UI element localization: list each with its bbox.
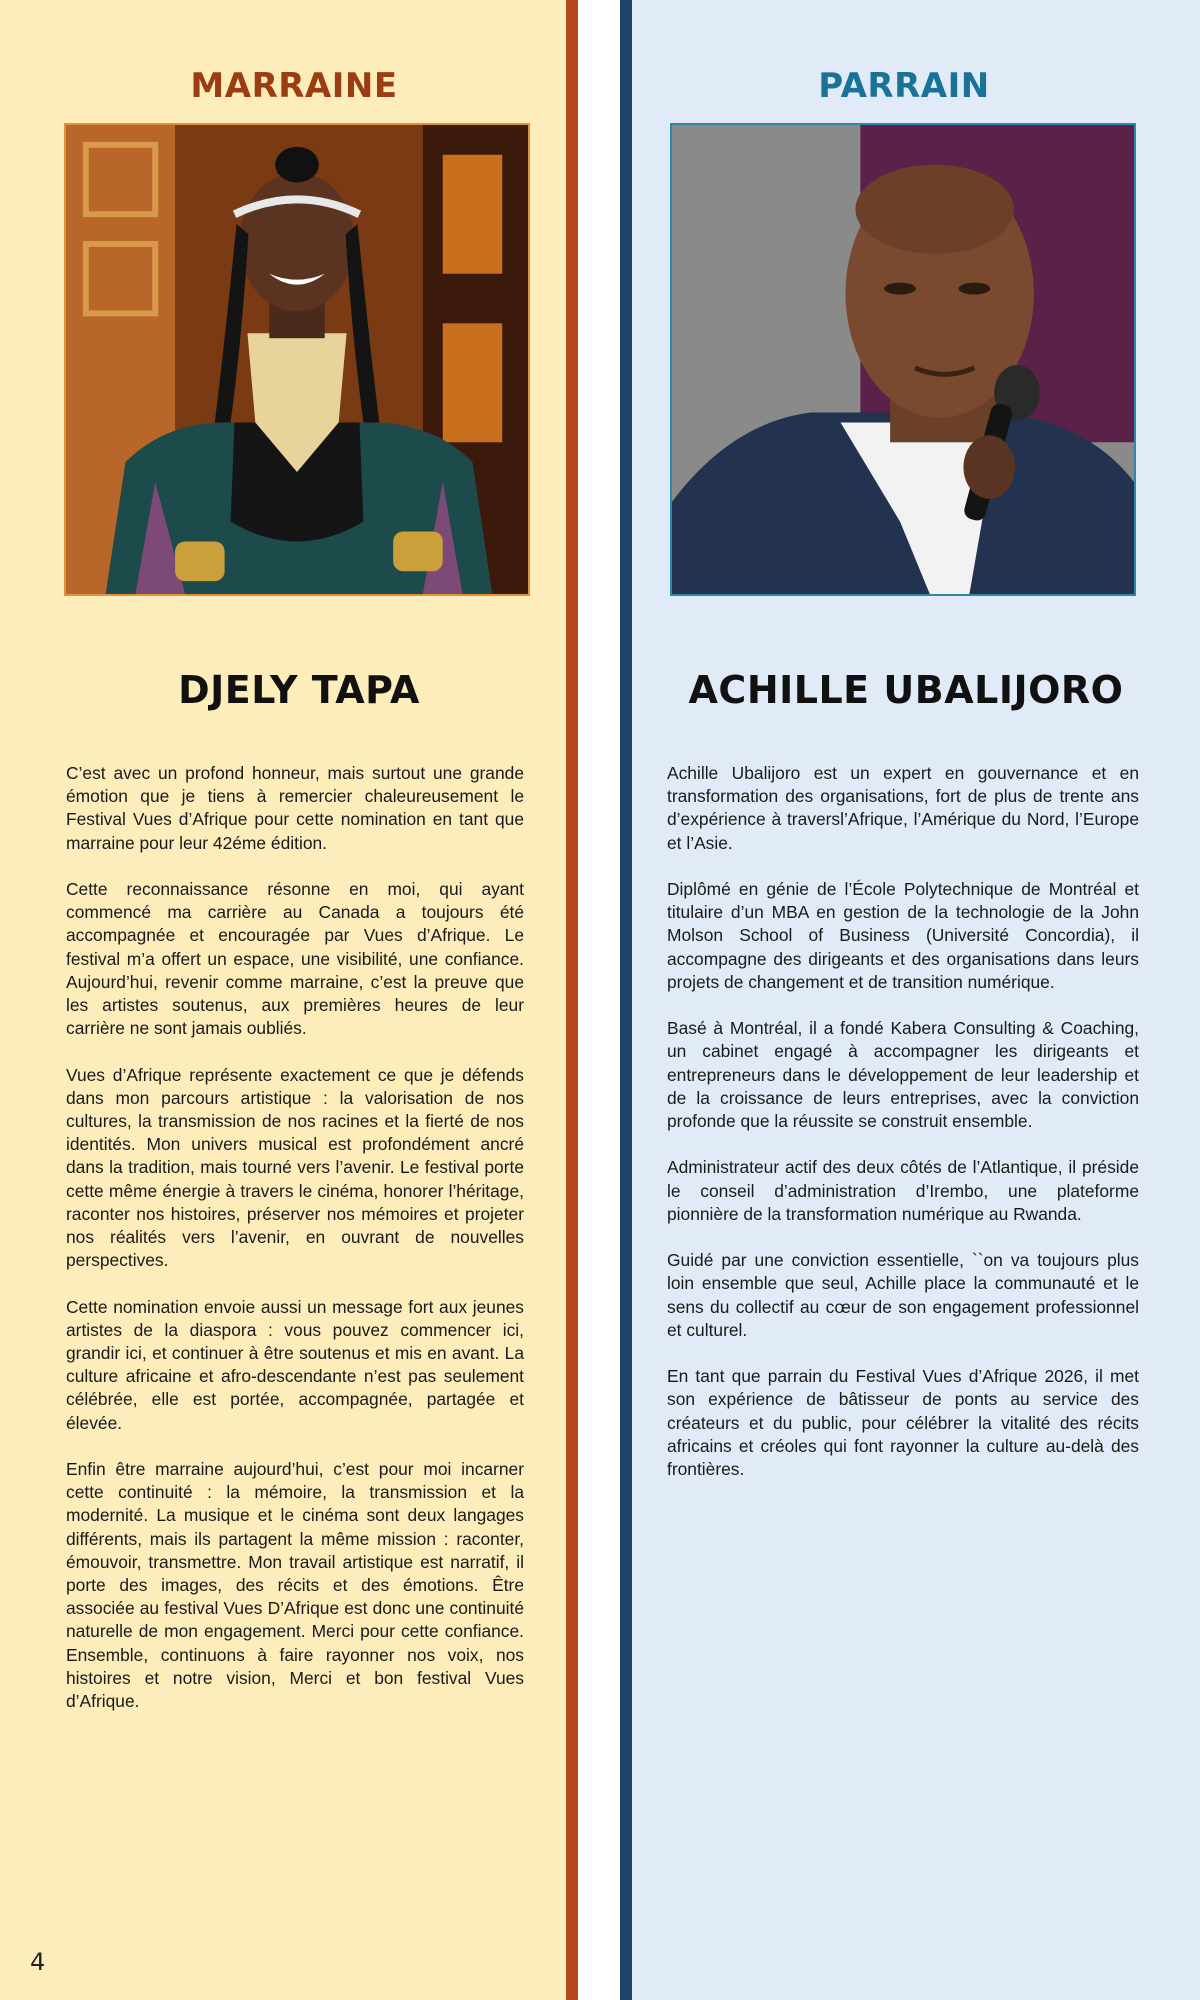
marraine-paragraph: Enfin être marraine aujourd’hui, c’est pour moi incarner cette continuité : la mémoire, la transmission et la modernité. La musique et le cinéma sont deux langages différents, mais ils partagent la même mission : raconter, émouvoir, transmettre. Mon travail artistique est narratif, il porte des images, des récits et des émotions. Être associée au festival Vues D’Afrique est donc une continuité naturelle de mon engagement. Merci pour cette confiance. Ensemble, continuons à faire rayonner nos voix, nos histoires et notre vision, Merci et bon festival Vues d’Afrique. <box>66 1459 524 1712</box>
marraine-paragraph: Vues d’Afrique représente exactement ce que je défends dans mon parcours artistique : la valorisation de nos cultures, la transmission de nos racines et la fierté de nos identités. Mon univers musical est profondément ancré dans la tradition, mais tourné vers l’avenir. Le festival porte cette même énergie à travers le cinéma, honorer l’héritage, raconter nos histoires, préserver nos mémoires et projeter nos réalités vers l’avenir, en ouvrant de nouvelles perspectives. <box>66 1064 524 1271</box>
marraine-paragraph: Cette reconnaissance résonne en moi, qui ayant commencé ma carrière au Canada a toujours été accompagnée et encouragée par Vues d’Afrique. Le festival m’a offert un espace, une visibilité, une confiance. Aujourd’hui, revenir comme marraine, c’est la preuve que les artistes soutenus, aux premières heures de leur carrière ne sont jamais oubliés. <box>66 879 524 1039</box>
parrain-paragraph: Administrateur actif des deux côtés de l’Atlantique, il préside le conseil d’administration d’Irembo, une plateforme pionnière de la transformation numérique au Rwanda. <box>667 1157 1139 1224</box>
parrain-heading: PARRAIN <box>818 66 990 106</box>
orange-divider-bar <box>566 0 578 2000</box>
parrain-bio <box>667 762 1139 1504</box>
marraine-bio <box>66 762 524 1736</box>
marraine-paragraph: C’est avec un profond honneur, mais surtout une grande émotion que je tiens à remercier chaleureusement le Festival Vues d’Afrique pour cette nomination en tant que marraine pour leur 42éme édition. <box>66 763 524 853</box>
parrain-paragraph: Guidé par une conviction essentielle, ``on va toujours plus loin ensemble que seul, Achille place la communauté et le sens du collectif au cœur de son engagement professionnel et culturel. <box>667 1250 1139 1340</box>
marraine-heading: MARRAINE <box>190 66 398 106</box>
parrain-paragraph: Diplômé en génie de l’École Polytechnique de Montréal et titulaire d’un MBA en gestion de la technologie de la John Molson School of Business (Université Concordia), il accompagne des dirigeants et des organisations dans leurs projets de changement et de transition numérique. <box>667 879 1139 992</box>
marraine-name: DJELY TAPA <box>178 668 420 712</box>
marraine-paragraph: Cette nomination envoie aussi un message fort aux jeunes artistes de la diaspora : vous pouvez commencer ici, grandir ici, et continuer à être soutenus et mis en avant. La culture africaine et afro-descendante n’est pas seulement célébrée, elle est portée, accompagnée, partagée et élevée. <box>66 1296 524 1433</box>
parrain-paragraph: Achille Ubalijoro est un expert en gouvernance et en transformation des organisations, fort de plus de trente ans d’expérience à traversl’Afrique, l’Amérique du Nord, l’Europe et l’Asie. <box>667 763 1139 853</box>
blue-divider-bar <box>620 0 632 2000</box>
parrain-paragraph: Basé à Montréal, il a fondé Kabera Consulting & Coaching, un cabinet engagé à accompagner les dirigeants et entrepreneurs dans le développement de leur leadership et de la croissance de leurs entreprises, avec la conviction profonde que la réussite se construit ensemble. <box>667 1018 1139 1132</box>
parrain-photo <box>670 123 1136 596</box>
parrain-paragraph: En tant que parrain du Festival Vues d’Afrique 2026, il met son expérience de bâtisseur de ponts au service des créateurs et du public, pour célébrer la vitalité des récits africains et créoles qui font rayonner la culture au-delà des frontières. <box>667 1366 1139 1480</box>
page-number: 4 <box>30 1948 46 1976</box>
marraine-photo <box>64 123 530 596</box>
parrain-name: ACHILLE UBALIJORO <box>688 668 1124 712</box>
